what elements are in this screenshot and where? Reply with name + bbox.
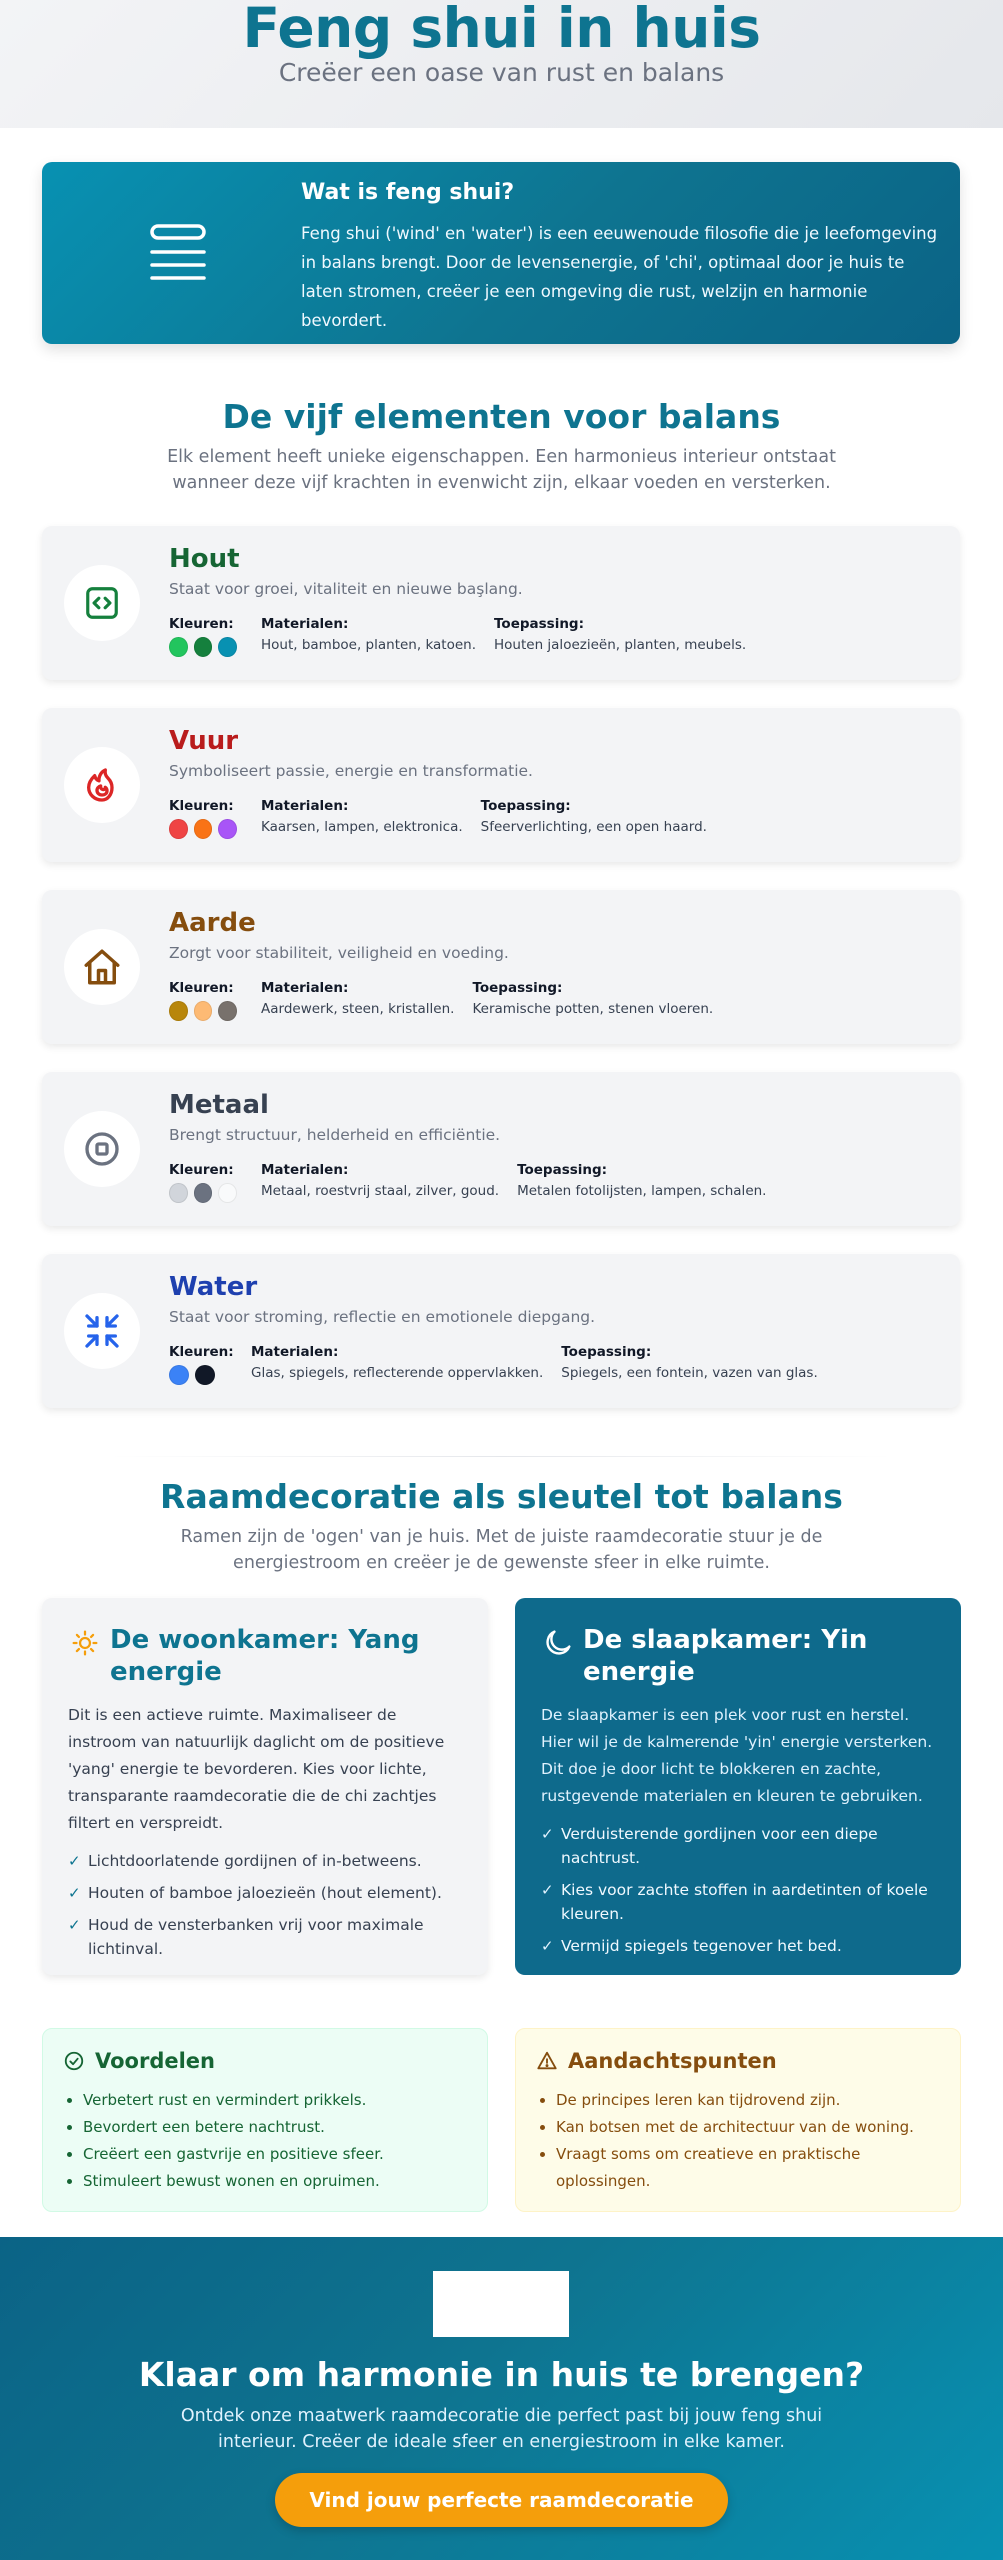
moon-icon bbox=[541, 1626, 575, 1660]
check-circle-icon bbox=[63, 2050, 85, 2072]
element-card-metaal bbox=[42, 1072, 960, 1226]
list-item: • De principes leren kan tijdrovend zijn. bbox=[556, 2087, 940, 2114]
color-swatches bbox=[169, 819, 243, 839]
room-tips-list bbox=[68, 1849, 462, 1961]
materials-value: Kaarsen, lampen, elektronica. bbox=[261, 819, 463, 835]
room-text: De slaapkamer is een plek voor rust en herstel. Hier wil je de kalmerende 'yin' energie versterken. Dit doe je door licht te blokkeren en zachte, rustgevende materialen en kleuren te gebruiken. bbox=[541, 1706, 933, 1805]
color-swatch bbox=[195, 1365, 215, 1385]
list-item: ✓ Lichtdoorlatende gordijnen of in-betweens. bbox=[68, 1849, 462, 1873]
intro-banner bbox=[42, 162, 960, 344]
application-label: Toepassing: bbox=[472, 980, 563, 996]
code-square-icon bbox=[64, 565, 140, 641]
section-divider bbox=[110, 1456, 893, 1457]
cta-title: Klaar om harmonie in huis te brengen? bbox=[138, 2355, 865, 2394]
list-item: ✓ Verduisterende gordijnen voor een diepe nachtrust. bbox=[541, 1822, 935, 1870]
application-value: Sfeerverlichting, een open haard. bbox=[480, 819, 707, 835]
stop-circle-icon bbox=[64, 1111, 140, 1187]
windows-section-subtitle: Ramen zijn de 'ogen' van je huis. Met de juiste raamdecoratie stuur je de energiestroom en creëer je de gewenste sfeer in elke ruimte. bbox=[180, 1527, 823, 1573]
application-value: Keramische potten, stenen vloeren. bbox=[472, 1001, 714, 1017]
cta-button[interactable]: Vind jouw perfecte raamdecoratie bbox=[275, 2473, 728, 2527]
element-description: Zorgt voor stabiliteit, veiligheid en voeding. bbox=[169, 944, 509, 962]
list-item: ✓ Vermijd spiegels tegenover het bed. bbox=[541, 1934, 935, 1958]
room-card-slaapkamer bbox=[515, 1598, 961, 1975]
house-icon bbox=[64, 929, 140, 1005]
elements-section-heading bbox=[0, 397, 1003, 496]
application-label: Toepassing: bbox=[480, 798, 571, 814]
color-swatch bbox=[194, 1183, 213, 1203]
color-swatch bbox=[169, 819, 188, 839]
windows-section-heading bbox=[0, 1477, 1003, 1576]
element-description: Symboliseert passie, energie en transformatie. bbox=[169, 762, 533, 780]
list-item: • Creëert een gastvrije en positieve sfeer. bbox=[83, 2141, 467, 2168]
room-text: Dit is een actieve ruimte. Maximaliseer de instroom van natuurlijk daglicht om de positieve 'yang' energie te bevorderen. Kies voor lichte, transparante raamdecoratie die de chi zachtjes filtert en verspreidt. bbox=[68, 1706, 445, 1832]
element-card-water bbox=[42, 1254, 960, 1408]
elements-section-title: De vijf elementen voor balans bbox=[222, 397, 781, 436]
color-swatches bbox=[169, 1183, 243, 1203]
warning-triangle-icon bbox=[536, 2050, 558, 2072]
color-swatch bbox=[169, 1365, 189, 1385]
element-card-aarde bbox=[42, 890, 960, 1044]
colors-label: Kleuren: bbox=[169, 616, 234, 632]
list-item: ✓ Houten of bamboe jaloezieën (hout element). bbox=[68, 1881, 462, 1905]
materials-label: Materialen: bbox=[261, 980, 349, 996]
cons-box bbox=[515, 2028, 961, 2212]
color-swatch bbox=[169, 1001, 188, 1021]
materials-value: Hout, bamboe, planten, katoen. bbox=[261, 637, 476, 653]
hero-header bbox=[0, 0, 1003, 128]
color-swatch bbox=[194, 1001, 213, 1021]
page-subtitle: Creëer een oase van rust en balans bbox=[278, 58, 725, 87]
materials-value: Metaal, roestvrij staal, zilver, goud. bbox=[261, 1183, 500, 1199]
arrows-inward-icon bbox=[64, 1293, 140, 1369]
materials-value: Glas, spiegels, reflecterende oppervlakken. bbox=[251, 1365, 544, 1381]
element-card-hout bbox=[42, 526, 960, 680]
color-swatch bbox=[169, 1183, 188, 1203]
element-name: Metaal bbox=[169, 1090, 269, 1120]
color-swatch bbox=[218, 1183, 237, 1203]
colors-label: Kleuren: bbox=[169, 980, 234, 996]
application-label: Toepassing: bbox=[561, 1344, 652, 1360]
cta-section bbox=[0, 2237, 1003, 2560]
element-name: Hout bbox=[169, 544, 240, 574]
materials-label: Materialen: bbox=[251, 1344, 339, 1360]
check-icon: ✓ bbox=[541, 1937, 554, 1955]
room-title: De woonkamer: Yang energie bbox=[110, 1625, 420, 1687]
logo-placeholder bbox=[433, 2271, 569, 2337]
cons-title: Aandachtspunten bbox=[568, 2049, 777, 2073]
pros-title: Voordelen bbox=[95, 2049, 215, 2073]
room-tips-list bbox=[541, 1822, 935, 1958]
cons-list bbox=[536, 2087, 940, 2195]
color-swatch bbox=[218, 637, 237, 657]
color-swatch bbox=[169, 637, 188, 657]
element-name: Water bbox=[169, 1272, 258, 1302]
color-swatches bbox=[169, 637, 243, 657]
intro-text: Feng shui ('wind' en 'water') is een eeuwenoude filosofie die je leefomgeving in balans brengt. Door de levensenergie, of 'chi', optimaal door je huis te laten stromen, creëer je een omgeving die rust, welzijn en harmonie bevordert. bbox=[301, 224, 938, 330]
element-name: Vuur bbox=[169, 726, 239, 756]
element-name: Aarde bbox=[169, 908, 256, 938]
element-description: Brengt structuur, helderheid en efficiëntie. bbox=[169, 1126, 501, 1144]
intro-title: Wat is feng shui? bbox=[301, 180, 515, 205]
list-item: ✓ Kies voor zachte stoffen in aardetinten of koele kleuren. bbox=[541, 1878, 935, 1926]
list-item: • Vraagt soms om creatieve en praktische oplossingen. bbox=[556, 2141, 940, 2195]
sun-icon bbox=[68, 1626, 102, 1660]
check-icon: ✓ bbox=[68, 1884, 81, 1902]
materials-value: Aardewerk, steen, kristallen. bbox=[261, 1001, 455, 1017]
list-item: • Kan botsen met de architectuur van de woning. bbox=[556, 2114, 940, 2141]
cta-text: Ontdek onze maatwerk raamdecoratie die perfect past bij jouw feng shui interieur. Creëer de ideale sfeer en energiestroom in elke kamer. bbox=[180, 2406, 823, 2452]
list-item: • Verbetert rust en vermindert prikkels. bbox=[83, 2087, 467, 2114]
page-title: Feng shui in huis bbox=[242, 0, 761, 60]
materials-label: Materialen: bbox=[261, 616, 349, 632]
pros-list bbox=[63, 2087, 467, 2195]
colors-label: Kleuren: bbox=[169, 1162, 234, 1178]
color-swatch bbox=[194, 637, 213, 657]
room-title: De slaapkamer: Yin energie bbox=[583, 1625, 868, 1687]
check-icon: ✓ bbox=[541, 1881, 554, 1899]
application-value: Metalen fotolijsten, lampen, schalen. bbox=[517, 1183, 767, 1199]
application-value: Houten jaloezieën, planten, meubels. bbox=[494, 637, 747, 653]
check-icon: ✓ bbox=[541, 1825, 554, 1843]
materials-label: Materialen: bbox=[261, 798, 349, 814]
check-icon: ✓ bbox=[68, 1916, 81, 1934]
flame-swirl-icon bbox=[64, 747, 140, 823]
color-swatches bbox=[169, 1365, 233, 1385]
list-item: ✓ Houd de vensterbanken vrij voor maximale lichtinval. bbox=[68, 1913, 462, 1961]
application-label: Toepassing: bbox=[517, 1162, 608, 1178]
colors-label: Kleuren: bbox=[169, 1344, 234, 1360]
check-icon: ✓ bbox=[68, 1852, 81, 1870]
application-value: Spiegels, een fontein, vazen van glas. bbox=[561, 1365, 818, 1381]
color-swatch bbox=[218, 1001, 237, 1021]
pros-box bbox=[42, 2028, 488, 2212]
element-description: Staat voor stroming, reflectie en emotionele diepgang. bbox=[169, 1308, 596, 1326]
materials-label: Materialen: bbox=[261, 1162, 349, 1178]
colors-label: Kleuren: bbox=[169, 798, 234, 814]
list-item: • Stimuleert bewust wonen en opruimen. bbox=[83, 2168, 467, 2195]
element-card-vuur bbox=[42, 708, 960, 862]
menu-lines-icon bbox=[142, 222, 214, 284]
color-swatch bbox=[218, 819, 237, 839]
color-swatches bbox=[169, 1001, 243, 1021]
list-item: • Bevordert een betere nachtrust. bbox=[83, 2114, 467, 2141]
color-swatch bbox=[194, 819, 213, 839]
elements-section-subtitle: Elk element heeft unieke eigenschappen. Een harmonieus interieur ontstaat wanneer deze vijf krachten in evenwicht zijn, elkaar voeden en versterken. bbox=[167, 447, 836, 493]
windows-section-title: Raamdecoratie als sleutel tot balans bbox=[160, 1477, 843, 1516]
application-label: Toepassing: bbox=[494, 616, 584, 632]
room-card-woonkamer bbox=[42, 1598, 488, 1975]
element-description: Staat voor groei, vitaliteit en nieuwe başlang. bbox=[169, 580, 523, 598]
